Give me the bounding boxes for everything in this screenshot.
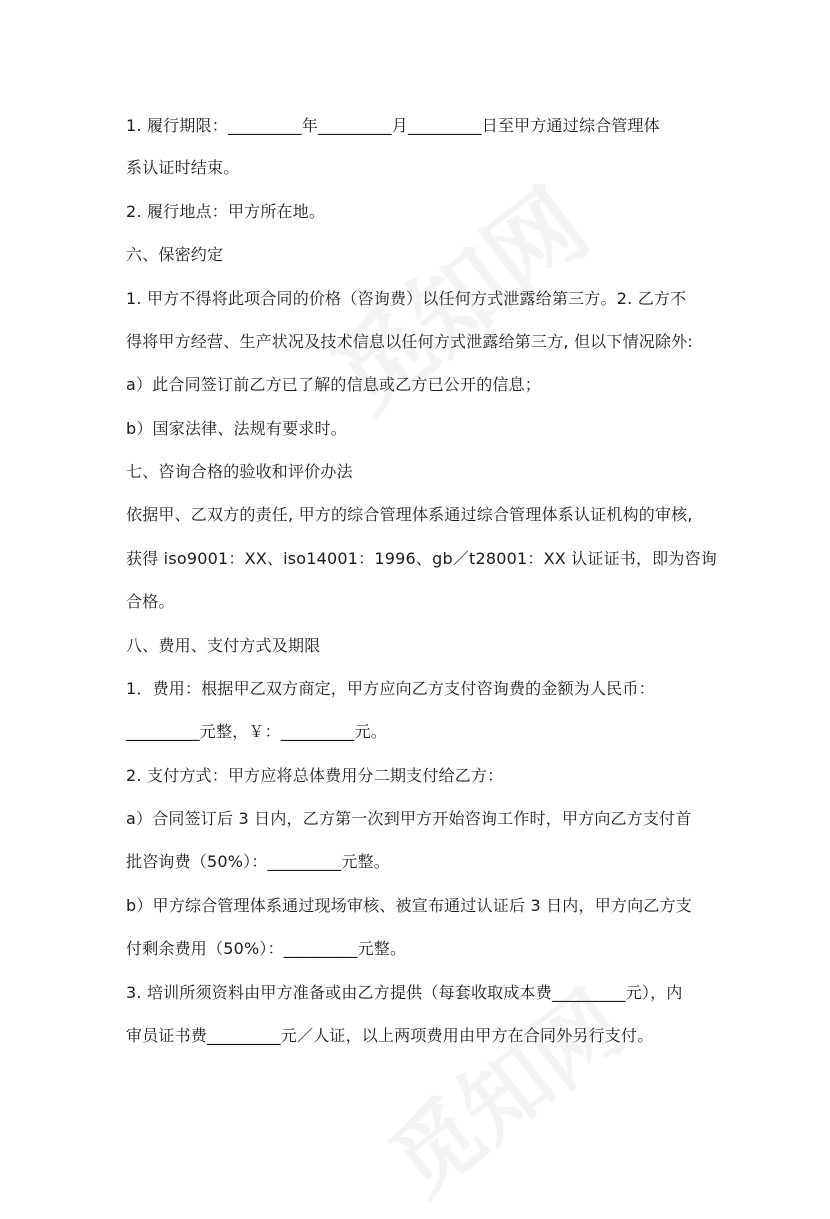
text-line: 1．费用：根据甲乙双方商定，甲方应向乙方支付咨询费的金额为人民币： bbox=[126, 679, 655, 698]
text-line: 合格。 bbox=[126, 592, 175, 611]
text-line: _________元整，￥：_________元。 bbox=[126, 722, 388, 741]
text-line: a）合同签订后 3 日内，乙方第一次到甲方开始咨询工作时，甲方向乙方支付首 bbox=[126, 809, 692, 828]
section-heading: 八、费用、支付方式及期限 bbox=[126, 636, 321, 655]
text-line: 审员证书费_________元／人证，以上两项费用由甲方在合同外另行支付。 bbox=[126, 1026, 654, 1045]
text-line: 得将甲方经营、生产状况及技术信息以任何方式泄露给第三方, 但以下情况除外: bbox=[126, 332, 693, 351]
text-line: b）国家法律、法规有要求时。 bbox=[126, 419, 347, 438]
text-line: 获得 iso9001：XX、iso14001：1996、gb／t28001：XX 认证证书，即为咨询 bbox=[126, 549, 717, 568]
text-line: 系认证时结束。 bbox=[126, 158, 240, 177]
text-line: 批咨询费（50%）：_________元整。 bbox=[126, 852, 390, 871]
text-line: 3. 培训所须资料由甲方准备或由乙方提供（每套收取成本费_________元），内 bbox=[126, 983, 683, 1002]
text-line: 付剩余费用（50%）：_________元整。 bbox=[126, 939, 407, 958]
text-line: a）此合同签订前乙方已了解的信息或乙方已公开的信息； bbox=[126, 375, 542, 394]
section-heading: 七、咨询合格的验收和评价办法 bbox=[126, 462, 353, 481]
text-line: 1. 履行期限：_________年_________月_________日至甲方通过综合管理体 bbox=[126, 116, 660, 135]
text-line: 1. 甲方不得将此项合同的价格（咨询费）以任何方式泄露给第三方。2. 乙方不 bbox=[126, 289, 687, 308]
text-line: 依据甲、乙双方的责任, 甲方的综合管理体系通过综合管理体系认证机构的审核, bbox=[126, 505, 693, 524]
text-line: 2. 支付方式：甲方应将总体费用分二期支付给乙方： bbox=[126, 766, 504, 785]
section-heading: 六、保密约定 bbox=[126, 245, 224, 264]
text-line: 2. 履行地点：甲方所在地。 bbox=[126, 202, 326, 221]
text-line: b）甲方综合管理体系通过现场审核、被宣布通过认证后 3 日内，甲方向乙方支 bbox=[126, 896, 692, 915]
